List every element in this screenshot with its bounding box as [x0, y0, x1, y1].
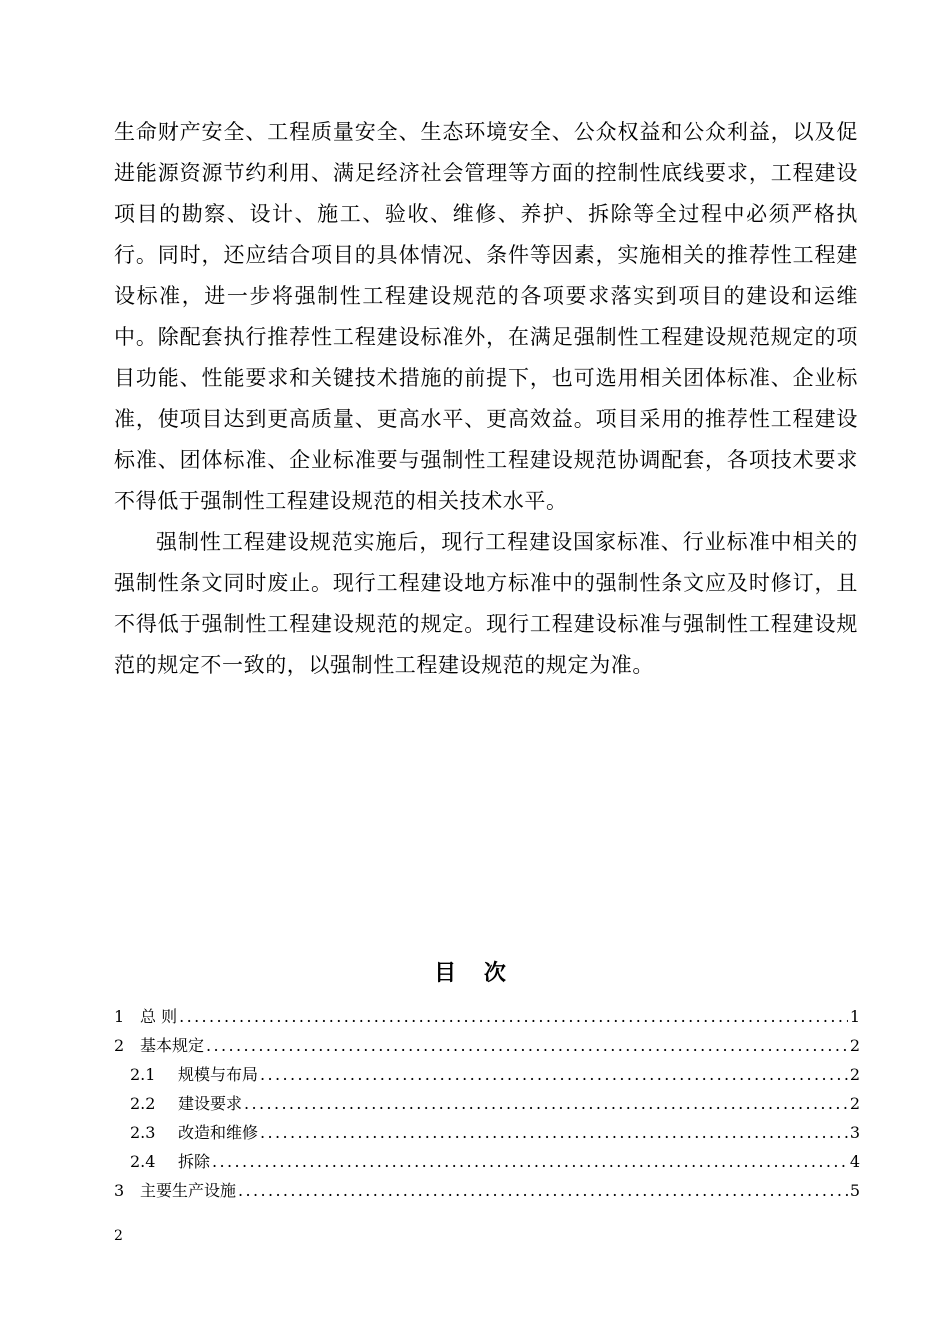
table-of-contents	[114, 1002, 860, 1205]
toc-entry-label: 总 则	[140, 1007, 178, 1026]
toc-entry-label: 拆除	[178, 1152, 211, 1171]
toc-leader-dots	[179, 1002, 848, 1031]
toc-entry-page: 3	[849, 1123, 860, 1142]
toc-entry-page: 2	[849, 1094, 860, 1113]
toc-leader-dots	[238, 1176, 848, 1205]
body-paragraph-2: 强制性工程建设规范实施后，现行工程建设国家标准、行业标准中相关的强制性条文同时废止。现行工程建设地方标准中的强制性条文应及时修订，且不得低于强制性工程建设规范的规定。现行工程建设标准与强制性工程建设规范的规定不一致的，以强制性工程建设规范的规定为准。	[114, 530, 858, 677]
toc-entry-label: 基本规定	[140, 1036, 205, 1055]
toc-leader-dots	[260, 1118, 848, 1147]
toc-entry[interactable]	[114, 1089, 860, 1118]
toc-entry-label: 主要生产设施	[140, 1181, 237, 1200]
toc-entry-label: 建设要求	[178, 1094, 243, 1113]
toc-entry[interactable]	[114, 1147, 860, 1176]
body-text	[114, 112, 858, 686]
toc-title: 目 次	[434, 961, 516, 986]
toc-entry[interactable]	[114, 1118, 860, 1147]
toc-entry-number: 2.3	[130, 1123, 156, 1142]
toc-leader-dots	[244, 1089, 848, 1118]
page-number: 2	[114, 1228, 123, 1244]
toc-entry[interactable]	[114, 1176, 860, 1205]
toc-leader-dots	[260, 1060, 848, 1089]
toc-entry-label: 规模与布局	[178, 1065, 259, 1084]
toc-entry-number: 3	[114, 1181, 125, 1200]
toc-leader-dots	[206, 1031, 848, 1060]
toc-entry-page: 1	[849, 1007, 860, 1026]
toc-entry-page: 4	[849, 1152, 860, 1171]
toc-entry-number: 2	[114, 1036, 125, 1055]
toc-entry-number: 2.4	[130, 1152, 156, 1171]
toc-entry[interactable]	[114, 1031, 860, 1060]
toc-leader-dots	[212, 1147, 848, 1176]
toc-entry[interactable]	[114, 1060, 860, 1089]
toc-entry-page: 5	[849, 1181, 860, 1200]
toc-entry-page: 2	[849, 1065, 860, 1084]
toc-entry-page: 2	[849, 1036, 860, 1055]
toc-entry-label: 改造和维修	[178, 1123, 259, 1142]
toc-entry[interactable]	[114, 1002, 860, 1031]
body-paragraph-1: 生命财产安全、工程质量安全、生态环境安全、公众权益和公众利益，以及促进能源资源节约利用、满足经济社会管理等方面的控制性底线要求，工程建设项目的勘察、设计、施工、验收、维修、养护、拆除等全过程中必须严格执行。同时，还应结合项目的具体情况、条件等因素，实施相关的推荐性工程建设标准，进一步将强制性工程建设规范的各项要求落实到项目的建设和运维中。除配套执行推荐性工程建设标准外，在满足强制性工程建设规范规定的项目功能、性能要求和关键技术措施的前提下，也可选用相关团体标准、企业标准，使项目达到更高质量、更高水平、更高效益。项目采用的推荐性工程建设标准、团体标准、企业标准要与强制性工程建设规范协调配套，各项技术要求不得低于强制性工程建设规范的相关技术水平。	[114, 120, 858, 513]
toc-entry-number: 1	[114, 1007, 125, 1026]
toc-entry-number: 2.1	[130, 1065, 156, 1084]
toc-entry-number: 2.2	[130, 1094, 156, 1113]
